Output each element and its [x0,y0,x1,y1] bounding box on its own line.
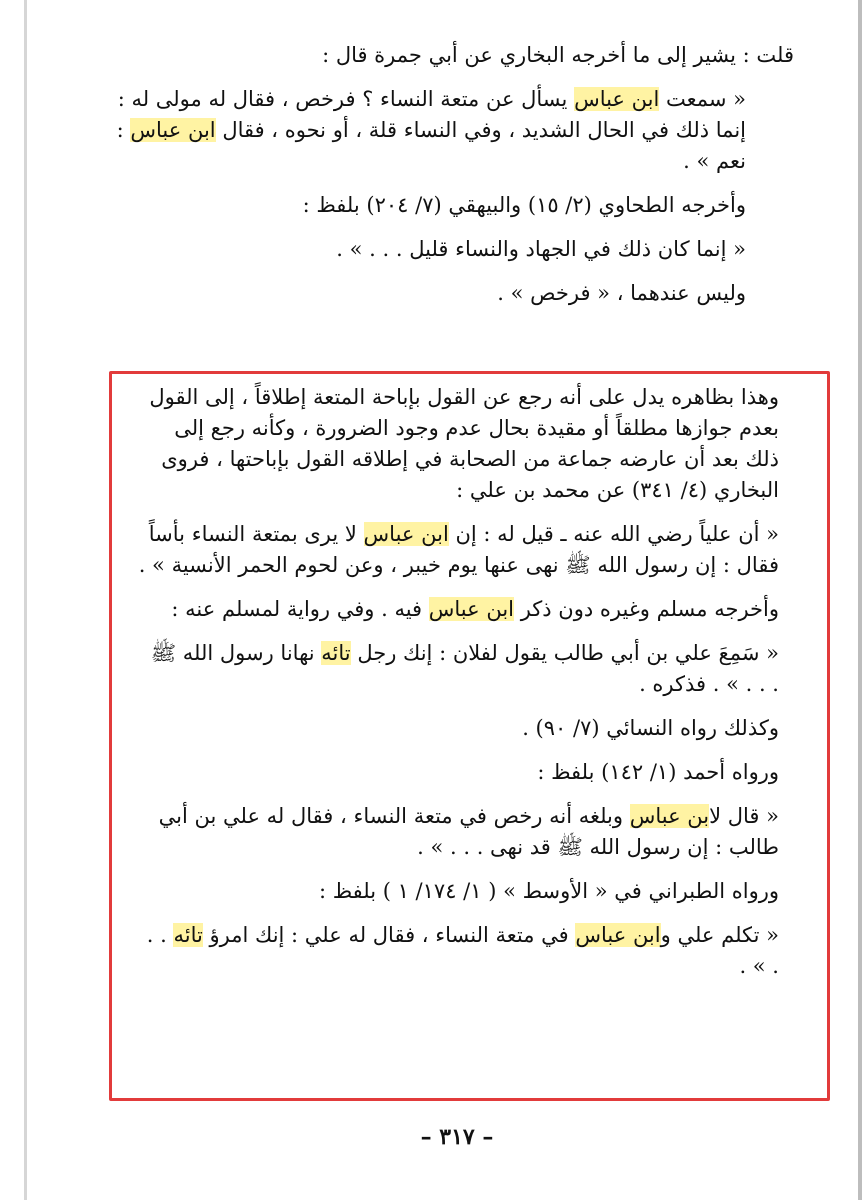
quote-paragraph: « سمعت ابن عباس يسأل عن متعة النساء ؟ فرخص ، فقال له مولى له : إنما ذلك في الحال الشديد ، وفي النساء قلة ، أو نحوه ، فقال ابن عباس : نعم » . [116,87,746,173]
highlighted-word: تائه [321,641,351,665]
highlight-box [109,371,830,1101]
highlighted-word: ابن عباس [428,597,515,621]
highlighted-word: ابن عباس [363,522,449,546]
page-edge-right [858,0,862,1200]
paragraph: ورواه أحمد (١/ ١٤٢) بلفظ : [537,760,779,784]
quote-paragraph: « أن علياً رضي الله عنه ـ قيل له : إن ابن عباس لا يرى بمتعة النساء بأساً فقال : إن رسول الله ﷺ نهى عنها يوم خيبر ، وعن لحوم الحمر الأنسية » . [138,522,779,577]
book-page [84,40,830,1160]
highlighted-word: ابن عباس [575,923,661,947]
intro-section [84,40,830,309]
paragraph: وكذلك رواه النسائي (٧/ ٩٠) . [522,716,779,740]
highlighted-word: تائه [173,923,203,947]
paragraph: وأخرجه مسلم وغيره دون ذكر ابن عباس فيه . وفي رواية لمسلم عنه : [171,597,779,621]
highlighted-word: ابن عباس [130,118,216,142]
paragraph: قلت : يشير إلى ما أخرجه البخاري عن أبي جمرة قال : [322,43,794,67]
quote-paragraph: « تكلم علي وابن عباس في متعة النساء ، فقال له علي : إنك امرؤ تائه . . . » . [146,923,779,978]
page-edge-left [24,0,27,1200]
page-number: – ٣١٧ – [420,1124,494,1150]
paragraph: وهذا بظاهره يدل على أنه رجع عن القول بإباحة المتعة إطلاقاً ، إلى القول بعدم جوازها مطلقاً أو مقيدة بحال عدم وجود الضرورة ، وكأنه رجع إلى ذلك بعد أن عارضه جماعة من الصحابة في إطلاقه القول بإباحتها ، فروى البخاري (٤/ ٣٤١) عن محمد بن علي : [149,385,779,502]
paragraph: وليس عندهما ، « فرخص » . [497,281,746,305]
paragraph: ورواه الطبراني في « الأوسط » ( ١/ ١٧٤/ ١ ) بلفظ : [318,879,779,903]
quote-paragraph: « إنما كان ذلك في الجهاد والنساء قليل . . . » . [336,237,746,261]
quote-paragraph: « قال لابن عباس وبلغه أنه رخص في متعة النساء ، فقال له علي بن أبي طالب : إن رسول الله ﷺ قد نهى . . . » . [158,804,779,859]
paragraph: وأخرجه الطحاوي (٢/ ١٥) والبيهقي (٧/ ٢٠٤) بلفظ : [302,193,746,217]
highlighted-word: ابن عباس [574,87,660,111]
quote-paragraph: « سَمِعَ علي بن أبي طالب يقول لفلان : إنك رجل تائه نهانا رسول الله ﷺ . . . » . فذكره . [150,641,779,696]
highlighted-word: ابن عباس [629,804,710,828]
